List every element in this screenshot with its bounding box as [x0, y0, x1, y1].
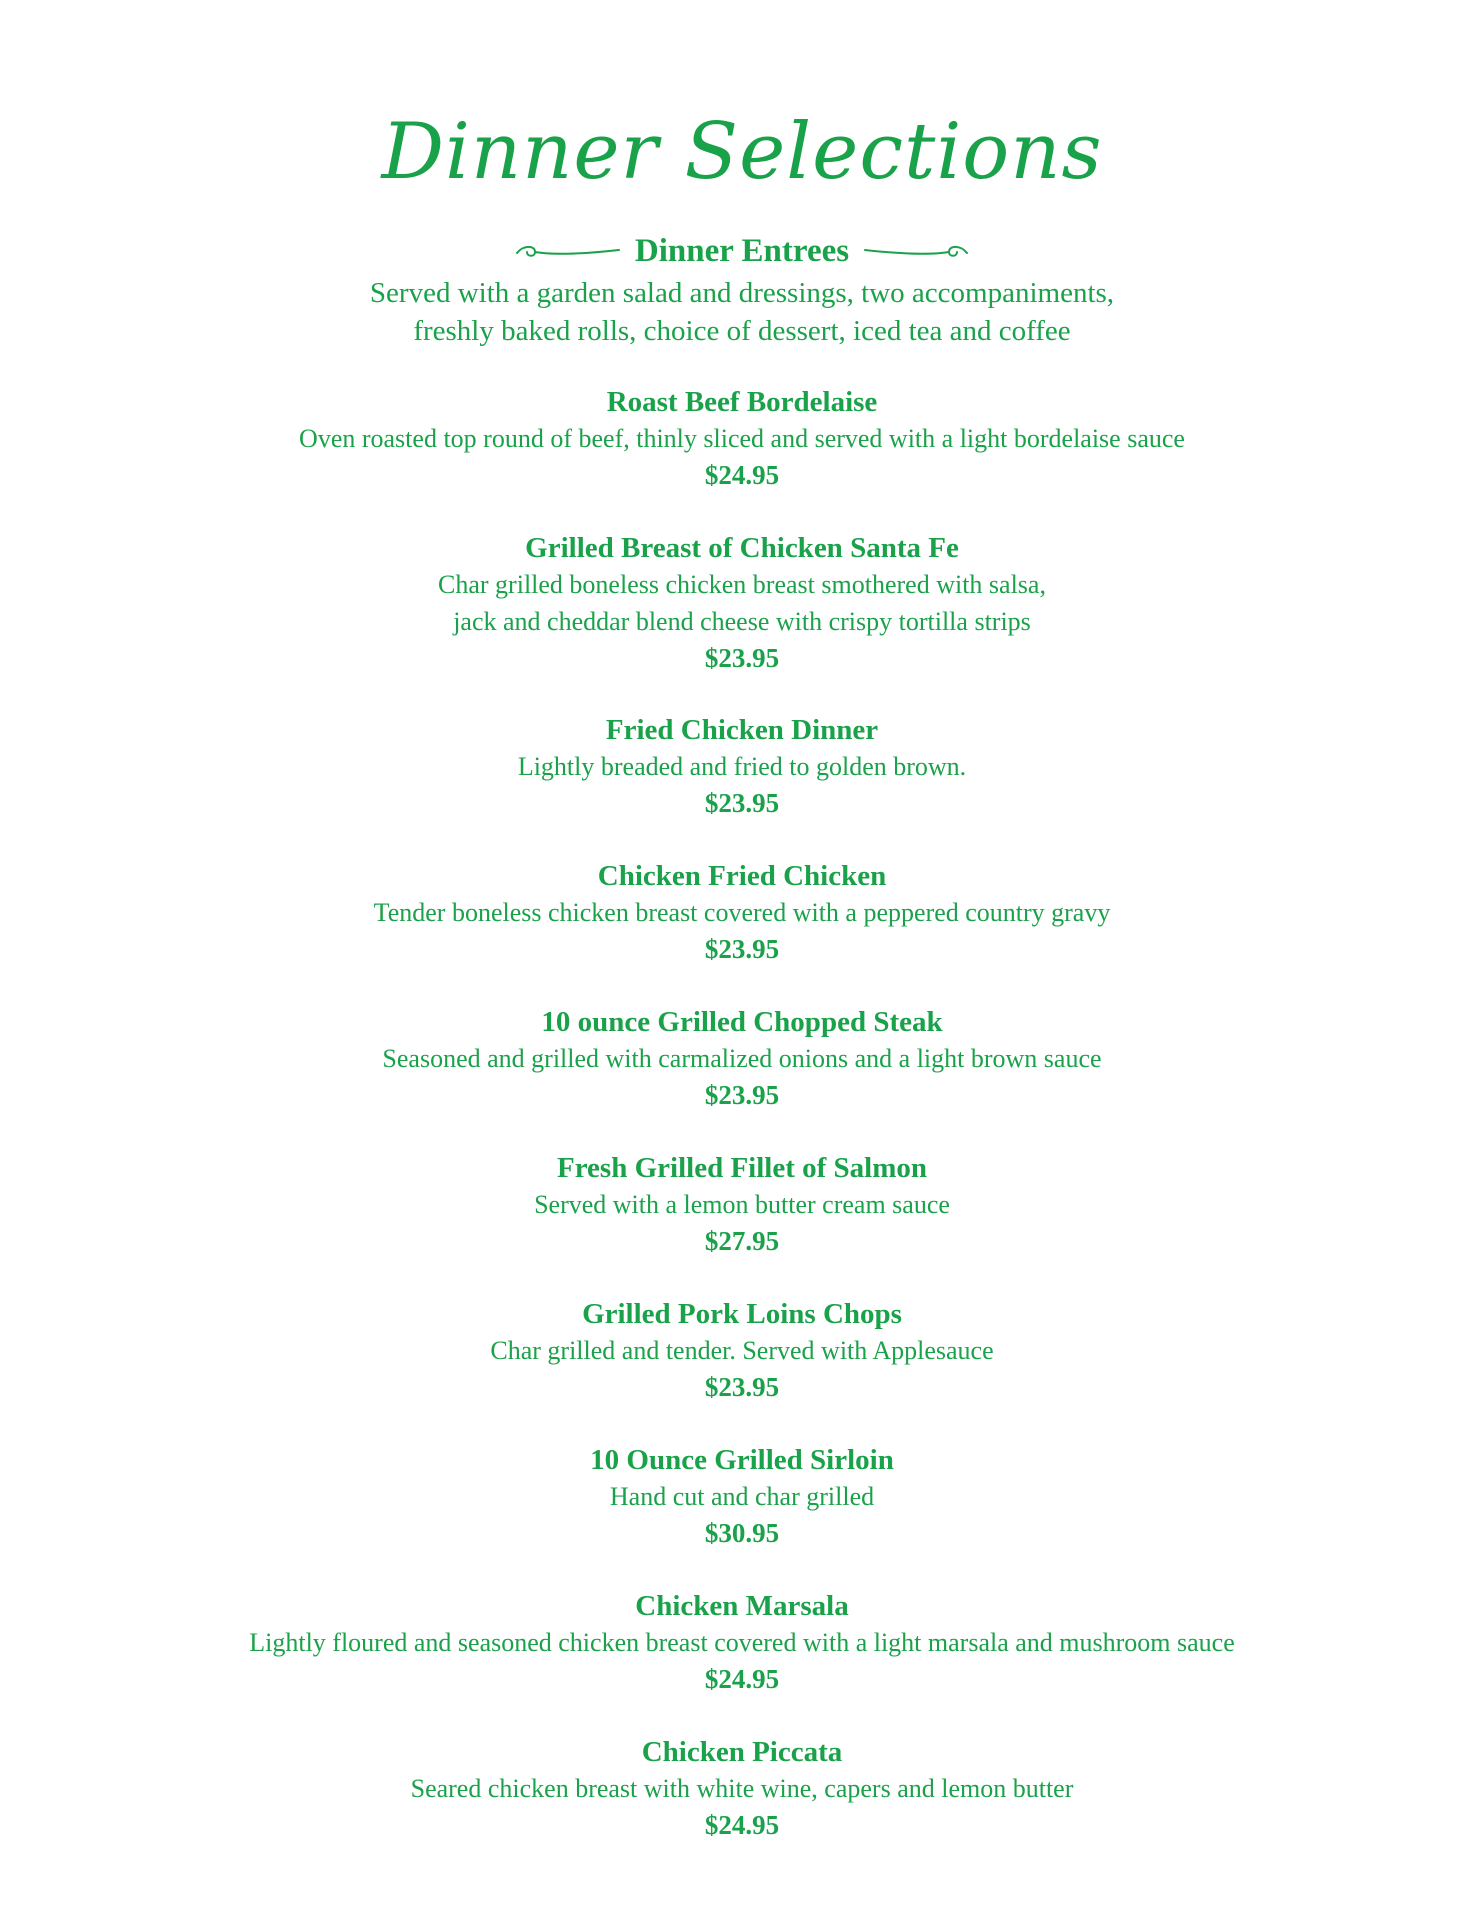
item-name: Grilled Breast of Chicken Santa Fe: [525, 532, 959, 564]
item-name: Roast Beef Bordelaise: [606, 386, 878, 418]
item-price: $24.95: [704, 1810, 780, 1840]
left-flourish-icon: [513, 241, 623, 261]
menu-item: [0, 858, 1484, 1004]
section-intro: [0, 274, 1484, 350]
item-description: Oven roasted top round of beef, thinly sliced and served with a light bordelaise sauce: [299, 424, 1185, 453]
item-price: $23.95: [704, 1080, 780, 1110]
item-name: Grilled Pork Loins Chops: [582, 1298, 902, 1330]
section-title: Dinner Entrees: [634, 233, 850, 269]
item-price: $23.95: [704, 1372, 780, 1402]
menu-item: [0, 1734, 1484, 1880]
item-price: $27.95: [704, 1226, 780, 1256]
item-name: 10 ounce Grilled Chopped Steak: [541, 1006, 943, 1038]
item-price: $30.95: [704, 1518, 780, 1548]
item-name: Chicken Piccata: [641, 1736, 843, 1768]
item-description: Char grilled boneless chicken breast smothered with salsa,: [438, 570, 1046, 599]
intro-line: freshly baked rolls, choice of dessert, iced tea and coffee: [413, 315, 1071, 347]
item-description: Served with a lemon butter cream sauce: [534, 1190, 950, 1219]
item-description: Lightly breaded and fried to golden brown.: [517, 752, 967, 781]
item-description: Lightly floured and seasoned chicken breast covered with a light marsala and mushroom sauce: [249, 1628, 1235, 1657]
menu-title: Dinner Selections: [381, 107, 1103, 197]
section-header: [0, 228, 1484, 274]
intro-line: Served with a garden salad and dressings, two accompaniments,: [369, 277, 1115, 309]
menu-item: [0, 1588, 1484, 1734]
menu-item: [0, 1442, 1484, 1588]
menu-item: [0, 530, 1484, 712]
menu-item: [0, 1004, 1484, 1150]
item-price: $24.95: [704, 1664, 780, 1694]
menu-items: [0, 384, 1484, 1880]
item-description: Char grilled and tender. Served with Applesauce: [490, 1336, 994, 1365]
menu-item: [0, 384, 1484, 530]
item-description: Hand cut and char grilled: [609, 1482, 875, 1511]
item-description: Tender boneless chicken breast covered with a peppered country gravy: [373, 898, 1111, 927]
item-name: Fresh Grilled Fillet of Salmon: [557, 1152, 927, 1184]
menu-item: [0, 1150, 1484, 1296]
item-name: Chicken Fried Chicken: [597, 860, 887, 892]
item-name: 10 Ounce Grilled Sirloin: [590, 1444, 894, 1476]
item-description: Seared chicken breast with white wine, capers and lemon butter: [410, 1774, 1074, 1803]
item-description: Seasoned and grilled with carmalized onions and a light brown sauce: [382, 1044, 1102, 1073]
item-name: Fried Chicken Dinner: [605, 714, 879, 746]
menu-item: [0, 712, 1484, 858]
menu-item: [0, 1296, 1484, 1442]
item-price: $23.95: [704, 934, 780, 964]
item-price: $23.95: [704, 643, 780, 673]
item-name: Chicken Marsala: [635, 1590, 849, 1622]
item-description: jack and cheddar blend cheese with crispy tortilla strips: [453, 607, 1031, 636]
right-flourish-icon: [861, 241, 971, 261]
item-price: $23.95: [704, 788, 780, 818]
item-price: $24.95: [704, 460, 780, 490]
